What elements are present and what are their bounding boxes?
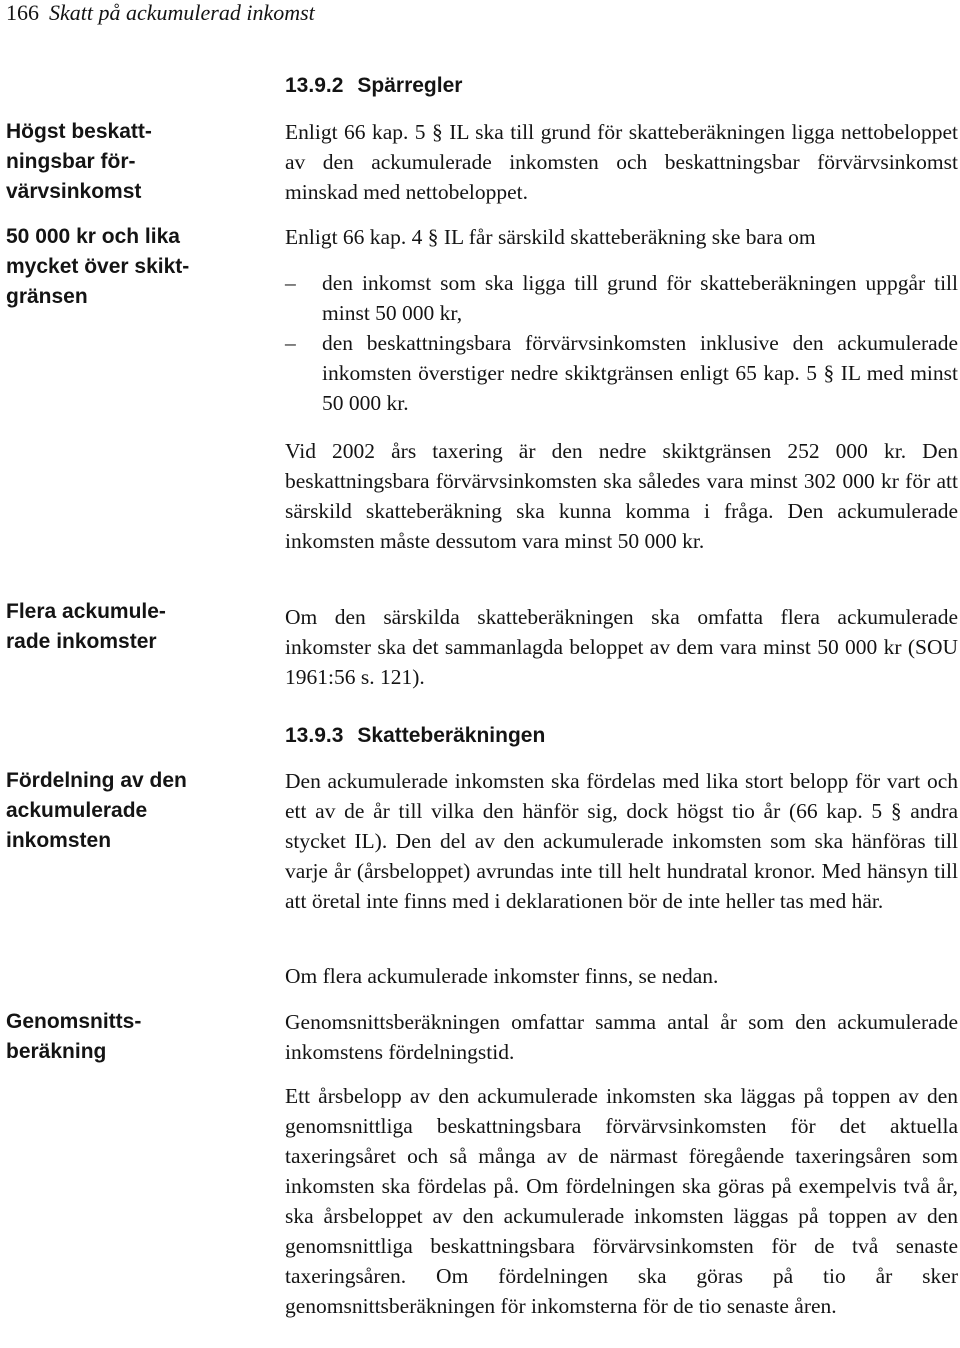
section-number: 13.9.3 [285, 724, 344, 747]
margin-note-flera-ackumulerade: Flera ackumule- rade inkomster [6, 600, 166, 653]
paragraph [285, 602, 958, 692]
running-title: Skatt på ackumulerad inkomst [49, 0, 315, 25]
page-header [6, 0, 315, 26]
page-number: 166 [6, 0, 39, 25]
paragraph-text: Ett årsbelopp av den ackumulerade inkomsten ska läggas på toppen av den genomsnittliga beskattningsbara förvärvsinkomsten för det aktuella taxeringsåret och så många av de närmast föregående taxeringsåren som inkomsten ska fördelas på. Om fördelningen ska göras på exempelvis två år, ska årsbeloppet av den ackumulerade inkomsten läggas på toppen av den genomsnittliga beskattningsbara förvärvsinkomsten för de två senaste taxeringsåren. Om fördelningen ska göras på tio år sker genomsnittsberäkningen för inkomsterna för de tio senaste åren. [285, 1084, 958, 1318]
section-title: Skatteberäkningen [357, 724, 546, 747]
list-item-text: den beskattningsbara förvärvsinkomsten inklusive den ackumulerade inkomsten överstiger nedre skiktgränsen enligt 65 kap. 5 § IL med minst 50 000 kr. [322, 331, 958, 415]
paragraph-text: Om den särskilda skatteberäkningen ska omfatta flera ackumulerade inkomster ska det sammanlagda beloppet av dem vara minst 50 000 kr (SOU 1961:56 s. 121). [285, 605, 958, 689]
paragraph-text: Genomsnittsberäkningen omfattar samma antal år som den ackumulerade inkomstens fördelningstid. [285, 1010, 958, 1064]
list-item [285, 268, 958, 328]
margin-note-fordelning: Fördelning av den ackumulerade inkomsten [6, 769, 187, 852]
margin-note-hogst-beskattningsbar: Högst beskatt- ningsbar för- värvsinkomst [6, 120, 152, 203]
paragraph-text: Om flera ackumulerade inkomster finns, se nedan. [285, 964, 719, 988]
list-item-text: den inkomst som ska ligga till grund för skatteberäkningen uppgår till minst 50 000 kr, [322, 271, 958, 325]
dash-marker: – [285, 331, 296, 355]
paragraph [285, 1081, 958, 1321]
section-number: 13.9.2 [285, 74, 344, 97]
paragraph [285, 1007, 958, 1067]
margin-note-skiktgransen: 50 000 kr och lika mycket över skikt- gränsen [6, 225, 190, 308]
paragraph [285, 961, 958, 991]
paragraph-text: Vid 2002 års taxering är den nedre skiktgränsen 252 000 kr. Den beskattningsbara förvärvsinkomsten ska således vara minst 302 000 kr för att särskild skatteberäkning ska kunna komma i fråga. Den ackumulerade inkomsten måste dessutom vara minst 50 000 kr. [285, 439, 958, 553]
section-heading [285, 71, 462, 101]
section-title: Spärregler [357, 74, 463, 97]
paragraph-text: Den ackumulerade inkomsten ska fördelas med lika stort belopp för vart och ett av de år till vilka den hänför sig, dock högst tio år (66 kap. 5 § andra stycket IL). Den del av den ackumulerade inkomsten som ska hänföras till varje år (årsbeloppet) avrundas inte till helt hundratal kronor. Med hänsyn till att öretal inte finns med i deklarationen bör de inte heller tas med här. [285, 769, 958, 913]
margin-note-genomsnittsberakning: Genomsnitts- beräkning [6, 1010, 142, 1063]
paragraph [285, 436, 958, 556]
condition-list [285, 268, 958, 418]
paragraph [285, 766, 958, 916]
dash-marker: – [285, 271, 296, 295]
list-item [285, 328, 958, 418]
paragraph-text: Enligt 66 kap. 5 § IL ska till grund för skatteberäkningen ligga nettobeloppet av den ackumulerade inkomsten och beskattningsbar förvärvsinkomst minskad med nettobeloppet. [285, 120, 958, 204]
paragraph [285, 222, 958, 252]
section-heading [285, 721, 545, 751]
paragraph [285, 117, 958, 207]
paragraph-text: Enligt 66 kap. 4 § IL får särskild skatteberäkning ske bara om [285, 225, 816, 249]
